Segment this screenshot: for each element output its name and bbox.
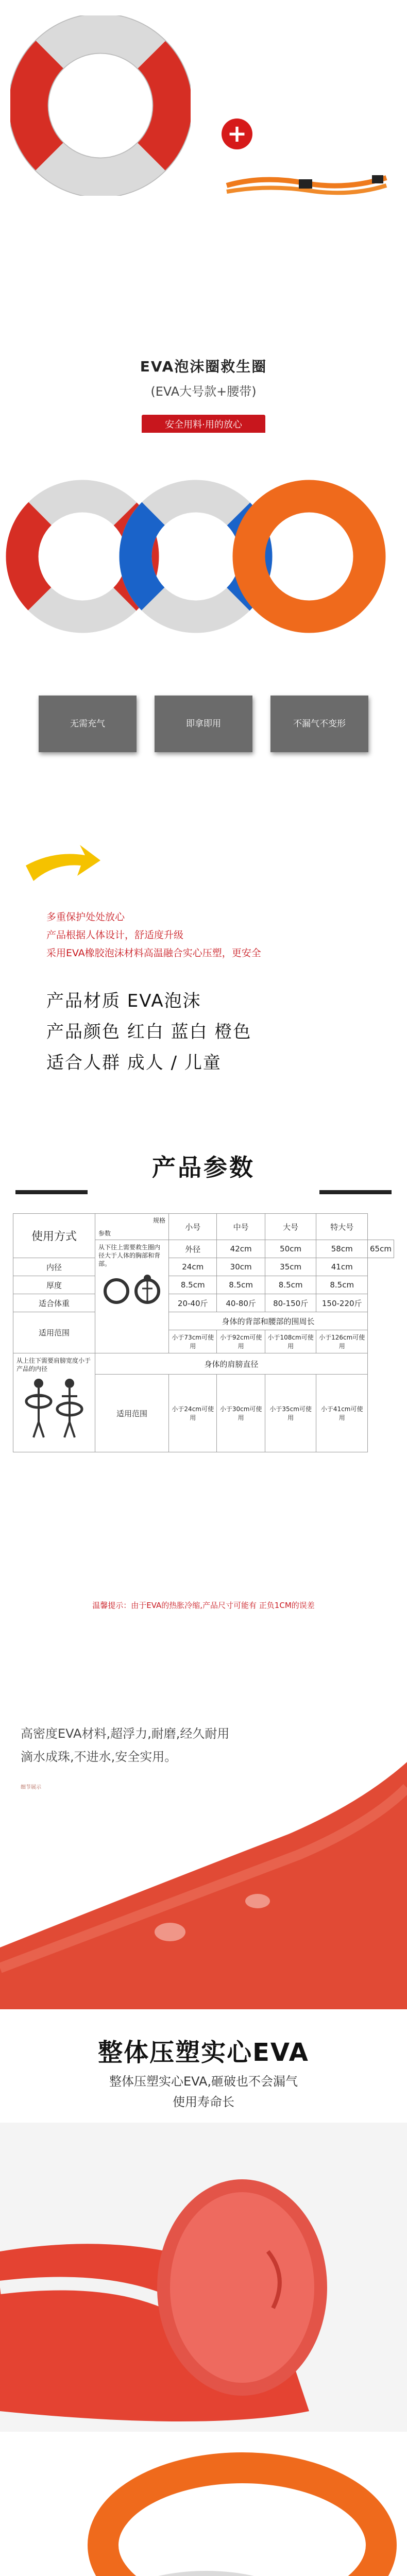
row-value: 8.5cm xyxy=(265,1276,316,1294)
size-header: 特大号 xyxy=(316,1214,368,1240)
method1-caption: 从下往上需要救生圈内径大于人体的胸部和背部。 xyxy=(98,1244,161,1267)
diagonal-top: 规格 xyxy=(152,1217,165,1224)
solid-desc: 使用寿命长 xyxy=(173,2095,234,2109)
params-table xyxy=(13,1213,394,1452)
figure-illustration xyxy=(21,1373,88,1440)
spec-material: 产品材质 EVA泡沫 xyxy=(46,991,201,1011)
hero-section xyxy=(0,0,407,433)
range-value: 小于30cm可使用 xyxy=(217,1375,265,1452)
texture-tiny-label: 细节展示 xyxy=(21,1785,41,1790)
intro-line: 采用EVA橡胶泡沫材料高温融合实心压塑，更安全 xyxy=(46,947,261,959)
diagonal-bottom: 参数 xyxy=(98,1230,111,1237)
row-value: 40-80斤 xyxy=(217,1294,265,1312)
row-value: 42cm xyxy=(217,1240,265,1258)
size-header: 大号 xyxy=(265,1214,316,1240)
row-label: 适合体重 xyxy=(13,1294,95,1312)
row-value: 50cm xyxy=(265,1240,316,1258)
row-value: 8.5cm xyxy=(217,1276,265,1294)
plus-icon: + xyxy=(222,118,252,149)
divider xyxy=(319,1190,392,1194)
feature-box: 即拿即用 xyxy=(155,696,252,752)
row-value: 24cm xyxy=(169,1258,217,1276)
safety-badge: 安全用料·用的放心 xyxy=(142,415,265,433)
lifebuoy-orange-image xyxy=(232,479,386,634)
product-subtitle: (EVA大号款+腰带) xyxy=(150,384,257,399)
range-value: 小于41cm可使用 xyxy=(316,1375,368,1452)
size-note: 温馨提示：由于EVA的热胀冷缩,产品尺寸可能有 正负1CM的误差 xyxy=(92,1601,315,1610)
yellow-arrow-icon xyxy=(23,845,100,907)
spec-colors: 产品颜色 红白 蓝白 橙色 xyxy=(46,1022,252,1042)
product-title: EVA泡沫圈救生圈 xyxy=(140,358,267,375)
waist-belt-image xyxy=(222,155,392,211)
range-label: 适用范围 xyxy=(95,1375,169,1452)
range-label: 适用范围 xyxy=(13,1312,95,1353)
method2-cell xyxy=(13,1353,95,1452)
range-header: 身体的肩膀直径 xyxy=(95,1353,368,1375)
intro-line: 产品根据人体设计，舒适度升级 xyxy=(46,929,184,941)
range-value: 小于35cm可使用 xyxy=(265,1375,316,1452)
size-header: 中号 xyxy=(217,1214,265,1240)
row-value: 150-220斤 xyxy=(316,1294,368,1312)
range-value: 小于126cm可使用 xyxy=(316,1330,368,1353)
row-value: 20-40斤 xyxy=(169,1294,217,1312)
range-value: 小于73cm可使用 xyxy=(169,1330,217,1353)
params-title: 产品参数 xyxy=(152,1154,255,1181)
row-value: 30cm xyxy=(217,1258,265,1276)
row-value: 41cm xyxy=(316,1258,368,1276)
range-header: 身体的背部和腰部的围周长 xyxy=(169,1312,368,1330)
size-header: 小号 xyxy=(169,1214,217,1240)
feature-box: 无需充气 xyxy=(39,696,137,752)
row-value: 58cm xyxy=(316,1240,368,1258)
row-value: 8.5cm xyxy=(316,1276,368,1294)
solid-desc: 整体压塑实心EVA,砸破也不会漏气 xyxy=(109,2074,298,2089)
row-value: 35cm xyxy=(265,1258,316,1276)
intro-line: 多重保护处处放心 xyxy=(46,911,125,923)
range-value: 小于24cm可使用 xyxy=(169,1375,217,1452)
row-value: 65cm xyxy=(368,1240,394,1258)
cross-section-image xyxy=(0,2123,407,2432)
row-value: 80-150斤 xyxy=(265,1294,316,1312)
texture-line: 滴水成珠,不进水,安全实用。 xyxy=(21,1750,177,1764)
lifebuoy-red-white-image xyxy=(10,15,191,196)
texture-line: 高密度EVA材料,超浮力,耐磨,经久耐用 xyxy=(21,1726,230,1741)
diagonal-header xyxy=(95,1214,169,1240)
method1-cell xyxy=(95,1240,169,1353)
row-label: 内径 xyxy=(13,1258,95,1276)
row-value: 8.5cm xyxy=(169,1276,217,1294)
spec-audience: 适合人群 成人 / 儿童 xyxy=(46,1053,222,1073)
divider xyxy=(15,1190,88,1194)
method2-caption: 从上往下需要肩膀宽度小于产品的内径 xyxy=(16,1357,91,1372)
usage-header: 使用方式 xyxy=(13,1214,95,1258)
row-label: 厚度 xyxy=(13,1276,95,1294)
solid-title: 整体压塑实心EVA xyxy=(98,2038,309,2067)
figure-illustration xyxy=(98,1268,165,1309)
range-value: 小于108cm可使用 xyxy=(265,1330,316,1353)
row-label: 外径 xyxy=(169,1240,217,1258)
stacked-lifebuoys-image xyxy=(0,2447,407,2576)
range-value: 小于92cm可使用 xyxy=(217,1330,265,1353)
feature-box: 不漏气不变形 xyxy=(270,696,368,752)
